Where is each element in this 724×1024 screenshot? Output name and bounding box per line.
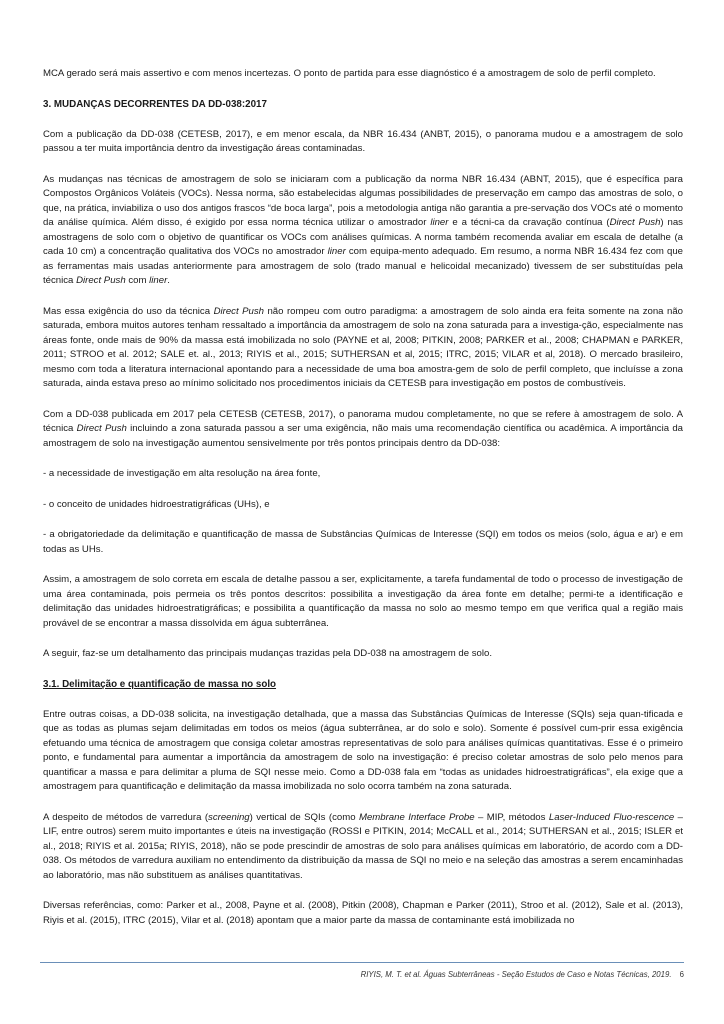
paragraph-intro [43, 67, 683, 82]
page-number: 6 [679, 970, 684, 979]
italic-term: Laser-Induced Fluo-rescence [548, 811, 675, 823]
italic-term: Direct Push [76, 423, 127, 434]
paragraph [43, 573, 683, 631]
text: Assim, a amostragem de solo correta em escala de detalhe passou a ser, explicitamente, a tarefa fundamental de todo o processo de investigação de uma área contaminada, pois permeia os três pontos descritos: possibilita a investigação da área fonte em detalhe; permi-te a identificação e delimitação das unidades hidroestratigráficas; e possibilita a quantificação da massa no solo ao mesmo tempo em que verifica qual a região mais provável de se encontrar a massa dissolvida em água subterrânea. [43, 574, 683, 629]
page-footer [361, 970, 684, 979]
paragraph [43, 173, 683, 289]
footer-citation: RIYIS, M. T. et al. Águas Subterrâneas - Seção Estudos de Caso e Notas Técnicas, 2019. [360, 970, 672, 979]
text: ) nas amostragens de solo com o objetivo de quantificar os VOCs com análises químicas. A norma também recomenda avaliar em escala de detalhe (a cada 10 cm) a concentração qualitativa dos VOCs no amostrador [43, 217, 683, 257]
paragraph [43, 647, 683, 662]
paragraph [43, 305, 683, 392]
section-heading [43, 98, 683, 112]
italic-term: Direct Push [213, 305, 264, 317]
text: A despeito de métodos de varredura ( [43, 811, 209, 823]
footer-rule [40, 962, 684, 963]
bullet-item [43, 467, 683, 482]
text: Mas essa exigência do uso da técnica [43, 305, 214, 317]
text: - a obrigatoriedade da delimitação e quantificação de massa de Substâncias Químicas de Interesse (SQI) em todos os meios (solo, água e ar) e em todas as UHs. [43, 529, 683, 555]
italic-term: liner [327, 246, 346, 257]
text: As mudanças nas técnicas de amostragem de solo se iniciaram com a publicação da norma NBR 16.434 (ABNT, 2015), que é específica para Compostos Orgânicos Voláteis (VOCs). Nessa norma, são estabelecidas algumas possibilidades de preservação em campo das amostras de solo, o que, na prática, inviabiliza o uso dos antigos frascos “de boca larga”, pois a metodologia antiga não garantia a pre-servação dos VOCs até o momento da análise química. Além disso, é exigido por essa norma técnica utilizar o amostrador [43, 173, 683, 228]
heading-text: 3. MUDANÇAS DECORRENTES DA DD-038:2017 [43, 98, 267, 110]
paragraph [43, 408, 683, 452]
page-body [43, 67, 683, 944]
italic-term: liner [430, 217, 449, 228]
text: Com a publicação da DD-038 (CETESB, 2017), e em menor escala, da NBR 16.434 (ANBT, 2015), o panorama mudou e a amostragem de solo passou a ter muita importância dentro da investigação áreas contaminadas. [43, 128, 683, 154]
paragraph [43, 899, 683, 928]
text: e a técni-ca da cravação contínua ( [448, 217, 610, 228]
text: não rompeu com outro paradigma: a amostragem de solo ainda era feita somente na zona não saturada, embora muitos autores tenham ressaltado a importância da amostragem de solo na zona saturada para a investiga-ção, especialmente nas áreas fonte, onde mais de 90% da massa está imobilizada no solo (PAYNE et al, 2008; PITKIN, 2008; PARKER et al., 2008; CHAPMAN e PARKER, 2011; STROO et al. 2012; SALE et. al., 2013; RIYIS et al., 2015; SUTHERSAN et al, 2015; ITRC, 2015; VILAR et al, 2018). O mercado brasileiro, mesmo com toda a literatura internacional apontando para a necessidade de uma boa amostra-gem de solo de perfil completo, que incluísse a zona saturada, ainda estava preso ao mínimo solicitado nos procedimentos iniciais da CETESB para investigação em postos de combustíveis. [43, 305, 683, 389]
bullet-item [43, 528, 683, 557]
text: – MIP, métodos [474, 811, 549, 823]
italic-term: screening [208, 811, 250, 823]
italic-term: liner [149, 275, 168, 286]
text: - a necessidade de investigação em alta resolução na área fonte, [43, 468, 321, 479]
text: Diversas referências, como: Parker et al., 2008, Payne et al. (2008), Pitkin (2008), Chapman e Parker (2011), Stroo et al. (2012), Sale et al. (2013), Riyis et al. (2015), ITRC (2015), Vilar et al. (2018) apontam que a maior parte da massa de contaminante está imobilizada no [43, 900, 683, 926]
bullet-item [43, 498, 683, 513]
italic-term: Membrane Interface Probe [358, 811, 475, 823]
text: MCA gerado será mais assertivo e com menos incertezas. O ponto de partida para esse diagnóstico é a amostragem de solo de perfil completo. [43, 68, 656, 79]
paragraph [43, 708, 683, 795]
text: . [167, 275, 170, 286]
paragraph [43, 128, 683, 157]
italic-term: Direct Push [76, 275, 126, 286]
text: incluindo a zona saturada passou a ser uma exigência, não mais uma recomendação científica ou acadêmica. A importância da amostragem de solo na investigação aumentou sensivelmente por três pontos principais dentro da DD-038: [43, 423, 683, 449]
paragraph [43, 811, 683, 884]
text: Entre outras coisas, a DD-038 solicita, na investigação detalhada, que a massa das Substâncias Químicas de Interesse (SQIs) seja quan-tificada e que as todas as plumas sejam delimitadas em todos os meios (água subterrânea, ar do solo e solo). Somente é possível cum-prir essa exigência efetuando uma técnica de amostragem que consiga coletar amostras representativas de solo para análises químicas quantitativas. Esse é o primeiro ponto, e fundamental para aumentar a importância da amostragem de solo na investigação: é preciso coletar amostras de solo pelo menos para quantificar a massa e para delimitar a pluma de SQI nesse meio. Como a DD-038 fala em “todas as unidades hidroestratigráficas”, ela exige que a amostragem para quantificação e delimitação da massa imobilizada no solo ocorra também na zona saturada. [43, 708, 683, 792]
text: - o conceito de unidades hidroestratigráficas (UHs), e [43, 498, 270, 510]
italic-term: Direct Push [609, 217, 661, 228]
text: com [125, 275, 150, 286]
text: com equipa-mento adequado. Em resumo, a norma NBR 16.434 fez com que as ferramentas mais usadas anteriormente para amostragem de solo (trado manual e helicoidal mecanizado) tivessem de ser substituídas pela técnica [43, 246, 684, 286]
text: Com a DD-038 publicada em 2017 pela CETESB (CETESB, 2017), o panorama mudou completamente, no que se refere à amostragem de solo. A técnica [43, 408, 683, 434]
text: – LIF, entre outros) serem muito importantes e úteis na investigação (ROSSI e PITKIN, 2014; McCALL et al., 2014; SUTHERSAN et al., 2015; ISLER et al., 2018; RIYIS et al. 2015a; RIYIS, 2018), não se pode prescindir de amostras de solo para análises químicas em laboratório, de acordo com a DD-038. Os métodos de varredura auxiliam no entendimento da distribuição da massa de SQI no meio e na seleção das amostras a serem encaminhadas ao laboratório, mas não substituem as análises quantitativas. [43, 811, 683, 881]
heading-text: 3.1. Delimitação e quantificação de massa no solo [43, 678, 277, 690]
text: A seguir, faz-se um detalhamento das principais mudanças trazidas pela DD-038 na amostragem de solo. [43, 648, 493, 659]
subsection-heading [43, 678, 683, 692]
text: ) vertical de SQIs (como [249, 811, 359, 823]
